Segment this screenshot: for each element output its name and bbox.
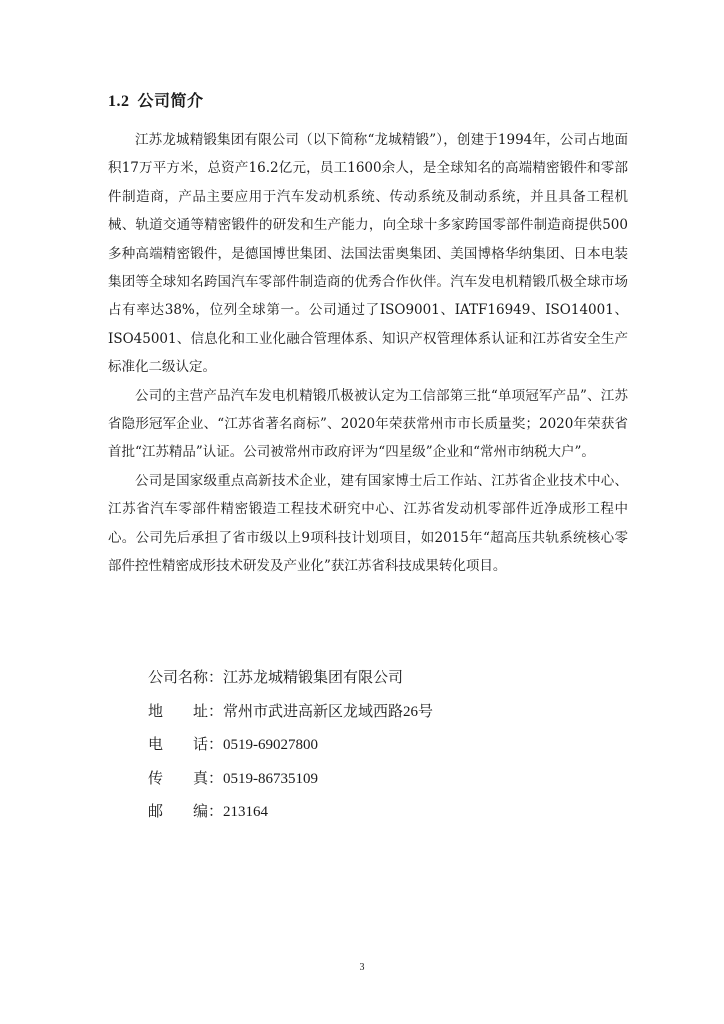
company-name-value: 江苏龙城精锻集团有限公司 bbox=[223, 670, 404, 686]
intro-paragraph-3: 公司是国家级重点高新技术企业，建有国家博士后工作站、江苏省企业技术中心、江苏省汽车零部件精密锻造工程技术研究中心、江苏省发动机零部件近净成形工程中心。公司先后承担了省市级以上9项科技计划项目，如2015年“超高压共轨系统核心零部件控性精密成形技术研发及产业化”获江苏省科技成果转化项目。 bbox=[108, 472, 628, 575]
fax-label: 传 真： bbox=[148, 768, 224, 787]
fax-value: 0519-86735109 bbox=[223, 770, 319, 787]
contact-row-company bbox=[148, 664, 608, 698]
postcode-value: 213164 bbox=[223, 804, 269, 820]
intro-paragraph-2: 公司的主营产品汽车发电机精锻爪极被认定为工信部第三批“单项冠军产品”、江苏省隐形冠军企业、“江苏省著名商标”、2020年荣获常州市市长质量奖；2020年荣获省首批“江苏精品”认证。公司被常州市政府评为“四星级”企业和“常州市纳税大户”。 bbox=[108, 387, 628, 461]
company-name-label: 公司名称： bbox=[148, 668, 224, 686]
section-title: 公司简介 bbox=[137, 91, 204, 110]
phone-value: 0519-69027800 bbox=[223, 737, 319, 753]
address-value: 常州市武进高新区龙域西路26号 bbox=[223, 703, 434, 720]
section-heading bbox=[108, 88, 204, 111]
contact-info bbox=[148, 664, 608, 832]
contact-row-address bbox=[148, 698, 608, 732]
address-label: 地 址： bbox=[148, 701, 224, 720]
intro-paragraph-1: 江苏龙城精锻集团有限公司（以下简称“龙城精锻”），创建于1994年，公司占地面积17万平方米，总资产16.2亿元，员工1600余人，是全球知名的高端精密锻件和零部件制造商，产品主要应用于汽车发动机系统、传动系统及制动系统，并且具备工程机械、轨道交通等精密锻件的研发和生产能力，向全球十多家跨国零部件制造商提供500多种高端精密锻件，是德国博世集团、法国法雷奥集团、美国博格华纳集团、日本电装集团等全球知名跨国汽车零部件制造商的优秀合作伙伴。汽车发电机精锻爪极全球市场占有率达38%，位列全球第一。公司通过了ISO9001、IATF16949、ISO14001、ISO45001、信息化和工业化融合管理体系、知识产权管理体系认证和江苏省安全生产标准化二级认定。 bbox=[108, 132, 628, 376]
postcode-label: 邮 编： bbox=[148, 802, 224, 820]
contact-row-postcode bbox=[148, 798, 608, 832]
section-number: 1.2 bbox=[108, 93, 130, 110]
contact-row-fax bbox=[148, 765, 608, 799]
company-intro-body bbox=[108, 126, 628, 581]
page-number: 3 bbox=[359, 962, 365, 973]
phone-label: 电 话： bbox=[148, 735, 224, 753]
contact-row-phone bbox=[148, 731, 608, 765]
